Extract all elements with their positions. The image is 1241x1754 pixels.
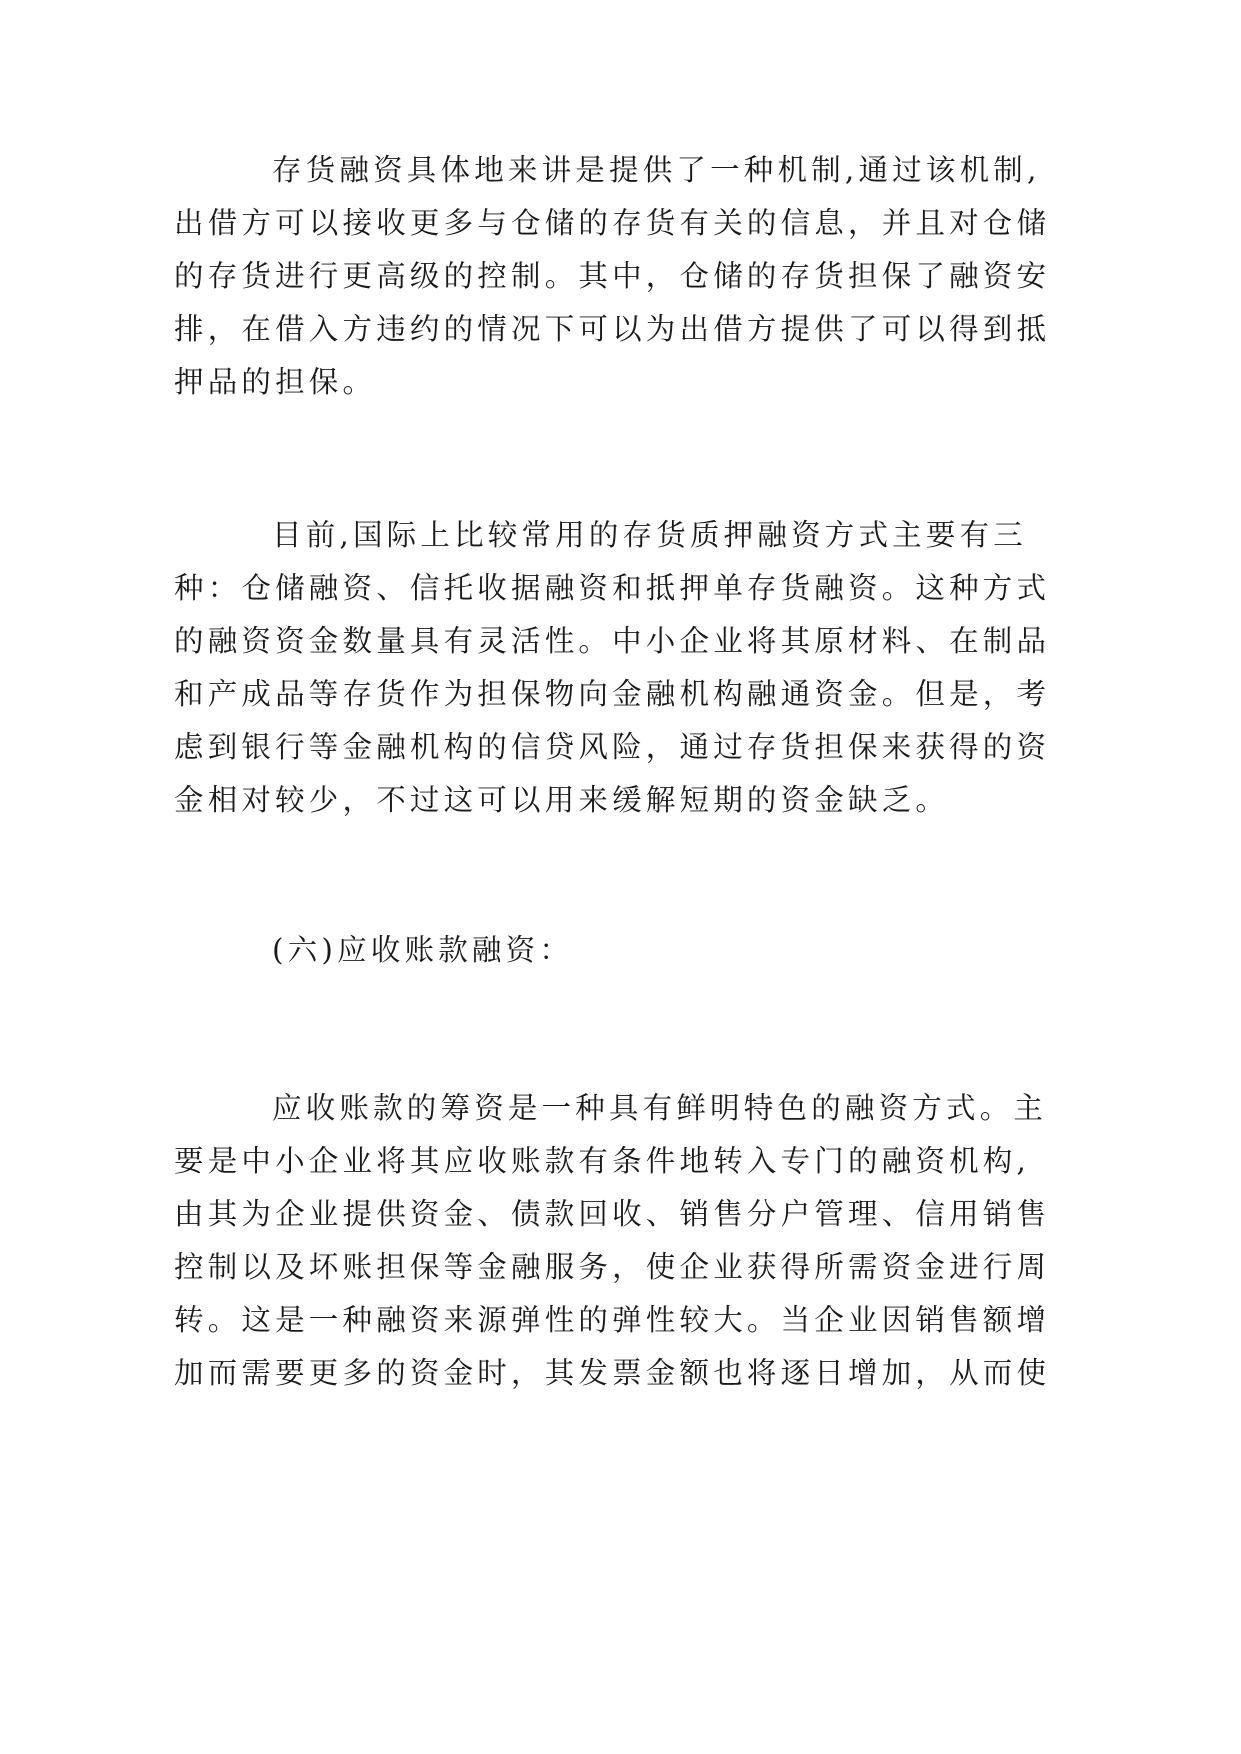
text-line: 转。这是一种融资来源弹性的弹性较大。当企业因销售额增: [174, 1303, 1051, 1337]
section-heading: (六)应收账款融资：: [272, 933, 574, 967]
text-line: 要是中小企业将其应收账款有条件地转入专门的融资机构,: [174, 1144, 1031, 1178]
text-line: 排，在借入方违约的情况下可以为出借方提供了可以得到抵: [174, 312, 1051, 346]
text-line: 加而需要更多的资金时，其发票金额也将逐日增加，从而使: [174, 1356, 1051, 1390]
text-line: 虑到银行等金融机构的信贷风险，通过存货担保来获得的资: [174, 730, 1051, 764]
text-line: 和产成品等存货作为担保物向金融机构融通资金。但是，考: [174, 677, 1051, 711]
text-line: 目前,国际上比较常用的存货质押融资方式主要有三: [272, 518, 1027, 552]
text-line: 出借方可以接收更多与仓储的存货有关的信息，并且对仓储: [174, 206, 1051, 240]
text-line: 由其为企业提供资金、债款回收、销售分户管理、信用销售: [174, 1197, 1051, 1231]
text-line: 押品的担保。: [174, 365, 377, 399]
text-line: 应收账款的筹资是一种具有鲜明特色的融资方式。主: [272, 1091, 1048, 1125]
text-line: 控制以及坏账担保等金融服务，使企业获得所需资金进行周: [174, 1250, 1051, 1284]
text-line: 存货融资具体地来讲是提供了一种机制,通过该机制,: [272, 153, 1041, 187]
text-line: 种：仓储融资、信托收据融资和抵押单存货融资。这种方式: [174, 571, 1051, 605]
text-line: 的存货进行更高级的控制。其中，仓储的存货担保了融资安: [174, 259, 1051, 293]
text-line: 金相对较少，不过这可以用来缓解短期的资金缺乏。: [174, 783, 950, 817]
text-line: 的融资资金数量具有灵活性。中小企业将其原材料、在制品: [174, 624, 1051, 658]
